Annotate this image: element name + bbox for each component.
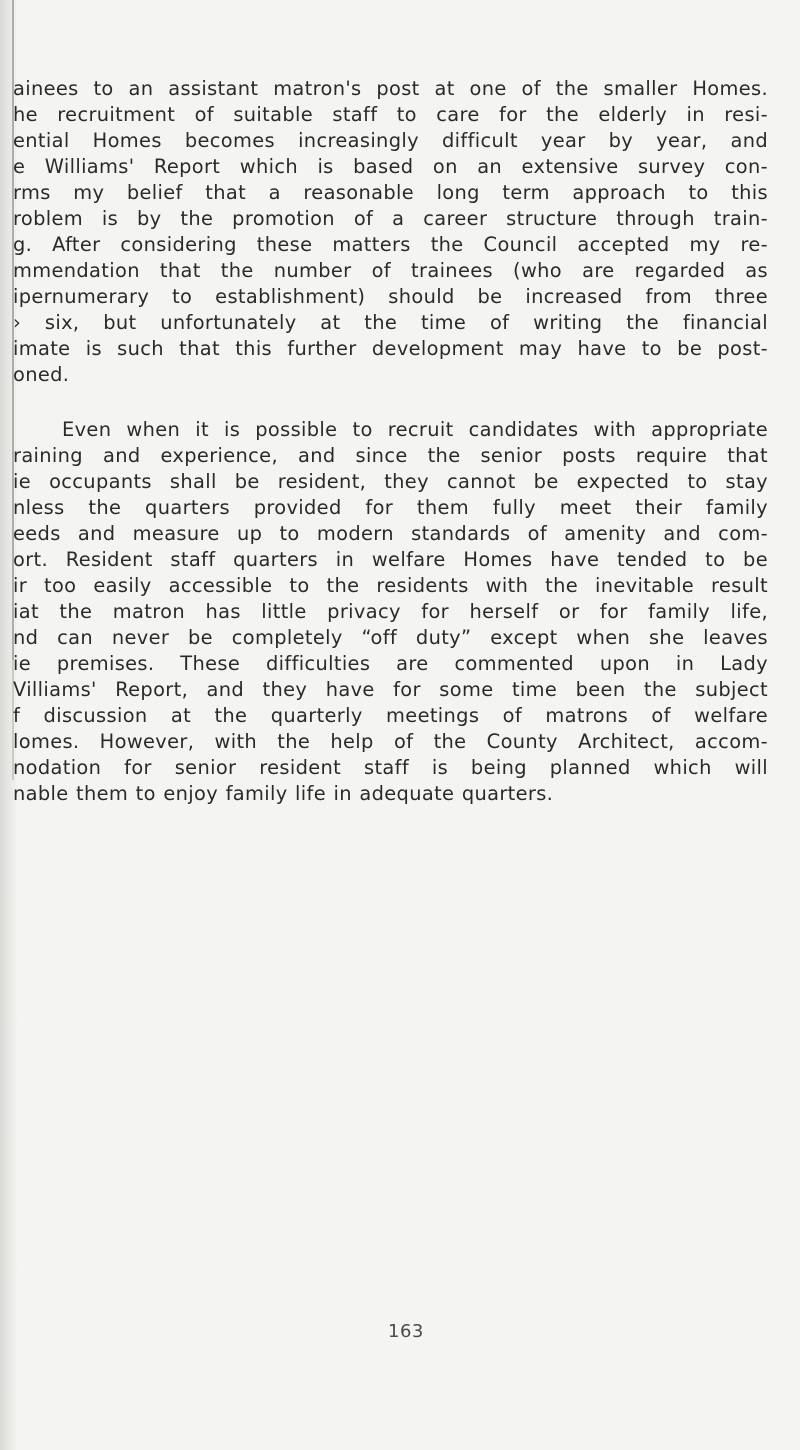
text-line: imate is such that this further development may have to be post- <box>13 337 768 360</box>
text-line: nable them to enjoy family life in adequate quarters. <box>13 782 554 805</box>
text-line: Villiams' Report, and they have for some time been the subject <box>13 678 768 701</box>
text-line: g. After considering these matters the Council accepted my re- <box>13 233 768 256</box>
text-line: mmendation that the number of trainees (who are regarded as <box>13 259 768 282</box>
text-line: lomes. However, with the help of the County Architect, accom- <box>13 730 768 753</box>
text-line: eeds and measure up to modern standards of amenity and com- <box>13 522 768 545</box>
text-line: nd can never be completely “off duty” except when she leaves <box>13 626 768 649</box>
text-line: iat the matron has little privacy for herself or for family life, <box>13 600 768 623</box>
page-number: 163 <box>388 1321 424 1342</box>
text-line: oned. <box>13 363 70 386</box>
text-line: rms my belief that a reasonable long term approach to this <box>13 181 768 204</box>
text-line: roblem is by the promotion of a career structure through train- <box>13 207 768 230</box>
text-line: e Williams' Report which is based on an extensive survey con- <box>13 155 768 178</box>
text-line: ainees to an assistant matron's post at one of the smaller Homes. <box>13 77 768 100</box>
text-line: raining and experience, and since the senior posts require that <box>13 444 768 467</box>
text-line: ir too easily accessible to the residents with the inevitable result <box>13 574 768 597</box>
text-line: ie premises. These difficulties are commented upon in Lady <box>13 652 768 675</box>
text-line: he recruitment of suitable staff to care for the elderly in resi- <box>13 103 768 126</box>
text-line: ential Homes becomes increasingly difficult year by year, and <box>13 129 768 152</box>
text-line: nodation for senior resident staff is being planned which will <box>13 756 768 779</box>
text-line: f discussion at the quarterly meetings of matrons of welfare <box>13 704 768 727</box>
text-line: ipernumerary to establishment) should be increased from three <box>13 285 768 308</box>
text-line: ie occupants shall be resident, they cannot be expected to stay <box>13 470 768 493</box>
text-line: ort. Resident staff quarters in welfare Homes have tended to be <box>13 548 768 571</box>
text-line: › six, but unfortunately at the time of writing the financial <box>13 311 768 334</box>
text-line: Even when it is possible to recruit candidates with appropriate <box>62 418 768 441</box>
text-line: nless the quarters provided for them fully meet their family <box>13 496 768 519</box>
